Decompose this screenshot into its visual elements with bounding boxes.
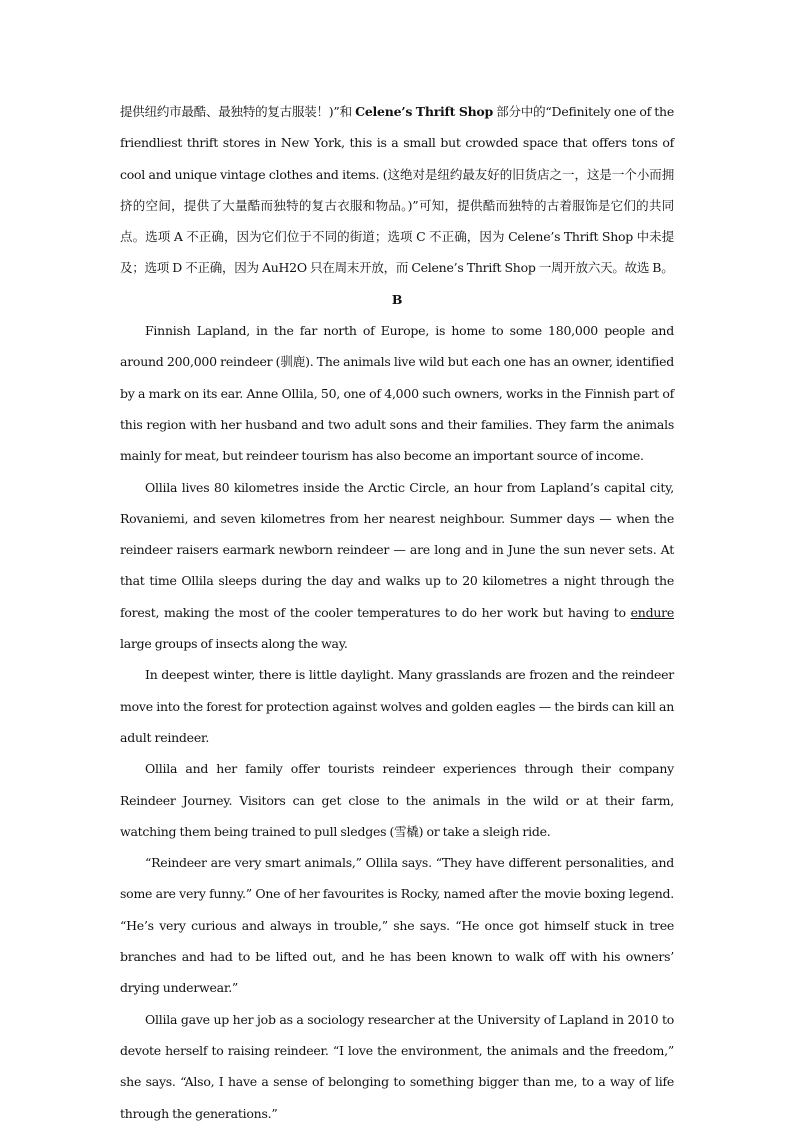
- underlined-word: endure: [630, 604, 674, 620]
- explanation-text-part1: 提供纽约市最酷、最独特的复古服装！)”和: [120, 104, 356, 119]
- explanation-text-part2: 部分中的“Definitely one of the friendliest thrift stores in New York, this is a small but crowded space that offers tons of cool and unique vintage clothes and items. (这绝对是纽约最友好的旧货店之一，这是一个小而拥挤的空间，提供了大量酷而独特的复古衣服和物品。)”可知，提供酷而独特的古着服饰是它们的共同点。选项 A 不正确，因为它们位于不同的街道；选项 C 不正确，因为 Celene’s Thrift Shop 中未提及；选项 D 不正确，因为 AuH2O 只在周末开放，而 Celene’s Thrift Shop 一周开放六天。故选 B。: [120, 104, 674, 276]
- passage-paragraph-2: [120, 472, 674, 660]
- section-heading: B: [391, 291, 403, 307]
- passage-paragraph-6: Ollila gave up her job as a sociology researcher at the University of Lapland in 2010 to devote herself to raising reindeer. “I love the environment, the animals and the freedom,” she says. “Also, I have a sense of belonging to something bigger than me, to a way of life through the generations.”: [120, 1011, 674, 1121]
- paragraph-2-text-after: large groups of insects along the way.: [120, 636, 348, 652]
- passage-paragraph-3: In deepest winter, there is little daylight. Many grasslands are frozen and the reindeer move into the forest for protection against wolves and golden eagles — the birds can kill an adult reindeer.: [120, 667, 674, 745]
- passage-paragraph-4: Ollila and her family offer tourists reindeer experiences through their company Reindeer Journey. Visitors can get close to the animals in the wild or at their farm, watching them being trained to pull sledges (雪橇) or take a sleigh ride.: [120, 761, 674, 839]
- paragraph-2-text-before: Ollila lives 80 kilometres inside the Arctic Circle, an hour from Lapland’s capital city, Rovaniemi, and seven kilometres from her nearest neighbour. Summer days — when the reindeer raisers earmark newborn reindeer — are long and in June the sun never sets. At that time Ollila sleeps during the day and walks up to 20 kilometres a night through the forest, making the most of the cooler temperatures to do her work but having to: [120, 479, 674, 620]
- answer-explanation-paragraph: [120, 96, 674, 284]
- document-body: [120, 96, 674, 1129]
- shop-name: Celene’s Thrift Shop: [355, 104, 494, 119]
- passage-paragraph-1: Finnish Lapland, in the far north of Europe, is home to some 180,000 people and around 200,000 reindeer (驯鹿). The animals live wild but each one has an owner, identified by a mark on its ear. Anne Ollila, 50, one of 4,000 such owners, works in the Finnish part of this region with her husband and two adult sons and their families. They farm the animals mainly for meat, but reindeer tourism has also become an important source of income.: [120, 323, 674, 464]
- passage-paragraph-5: “Reindeer are very smart animals,” Ollila says. “They have different personalities, and some are very funny.” One of her favourites is Rocky, named after the movie boxing legend. “He’s very curious and always in trouble,” she says. “He once got himself stuck in tree branches and had to be lifted out, and he has been known to walk off with his owners’ drying underwear.”: [120, 855, 674, 996]
